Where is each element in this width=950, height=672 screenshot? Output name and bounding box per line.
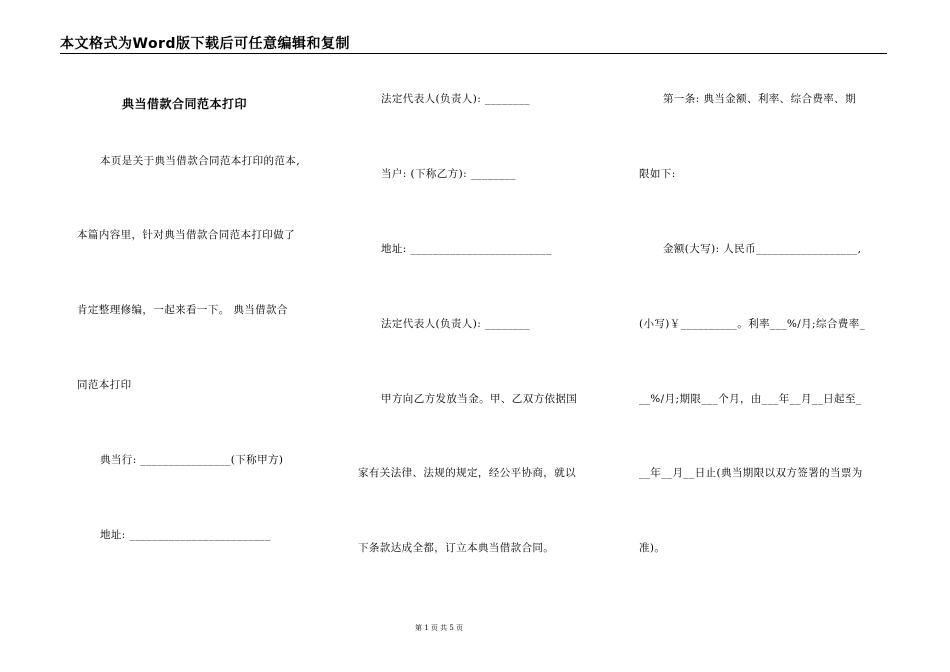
col3-line-1: 第一条: 典当金额、利率、综合费率、期	[663, 93, 856, 105]
col1-line-5: 典当行: ________________(下称甲方)	[100, 454, 284, 466]
col2-line-7: 下条款达成全都，订立本典当借款合同。	[358, 542, 555, 554]
col1-line-4: 同范本打印	[77, 379, 132, 391]
col2-line-5: 甲方向乙方发放当金。甲、乙双方依据国	[381, 393, 578, 405]
col3-line-5: __%/月;期限___个月，由___年__月__日起至_	[639, 393, 862, 405]
header-divider	[60, 53, 887, 54]
col2-line-4: 法定代表人(负责人): ________	[381, 318, 531, 330]
col3-line-2: 限如下:	[639, 168, 676, 180]
col3-line-7: 准)。	[639, 542, 666, 554]
col3-line-3: 金额(大写): 人民币__________________,	[663, 243, 862, 255]
header-title: 本文格式为Word版下载后可任意编辑和复制	[60, 36, 350, 52]
col1-line-1: 本页是关于典当借款合同范本打印的范本,	[100, 155, 300, 167]
col2-line-6: 家有关法律、法规的规定，经公平协商，就以	[358, 467, 576, 479]
col3-line-4: (小写)￥__________。利率___%/月;综合费率_	[639, 318, 866, 330]
col2-line-2: 当户: (下称乙方): ________	[381, 168, 516, 180]
document-title: 典当借款合同范本打印	[122, 97, 248, 111]
col1-line-2: 本篇内容里，针对典当借款合同范本打印做了	[77, 229, 295, 241]
col1-line-6: 地址: _________________________	[100, 529, 271, 541]
col1-line-3: 肯定整理修编，一起来看一下。 典当借款合	[77, 304, 288, 316]
col2-line-1: 法定代表人(负责人): ________	[381, 93, 531, 105]
page-number: 第 1 页 共 5 页	[415, 624, 464, 632]
col2-line-3: 地址: _________________________	[381, 243, 552, 255]
col3-line-6: __年__月__日止(典当期限以双方签署的当票为	[639, 467, 863, 479]
